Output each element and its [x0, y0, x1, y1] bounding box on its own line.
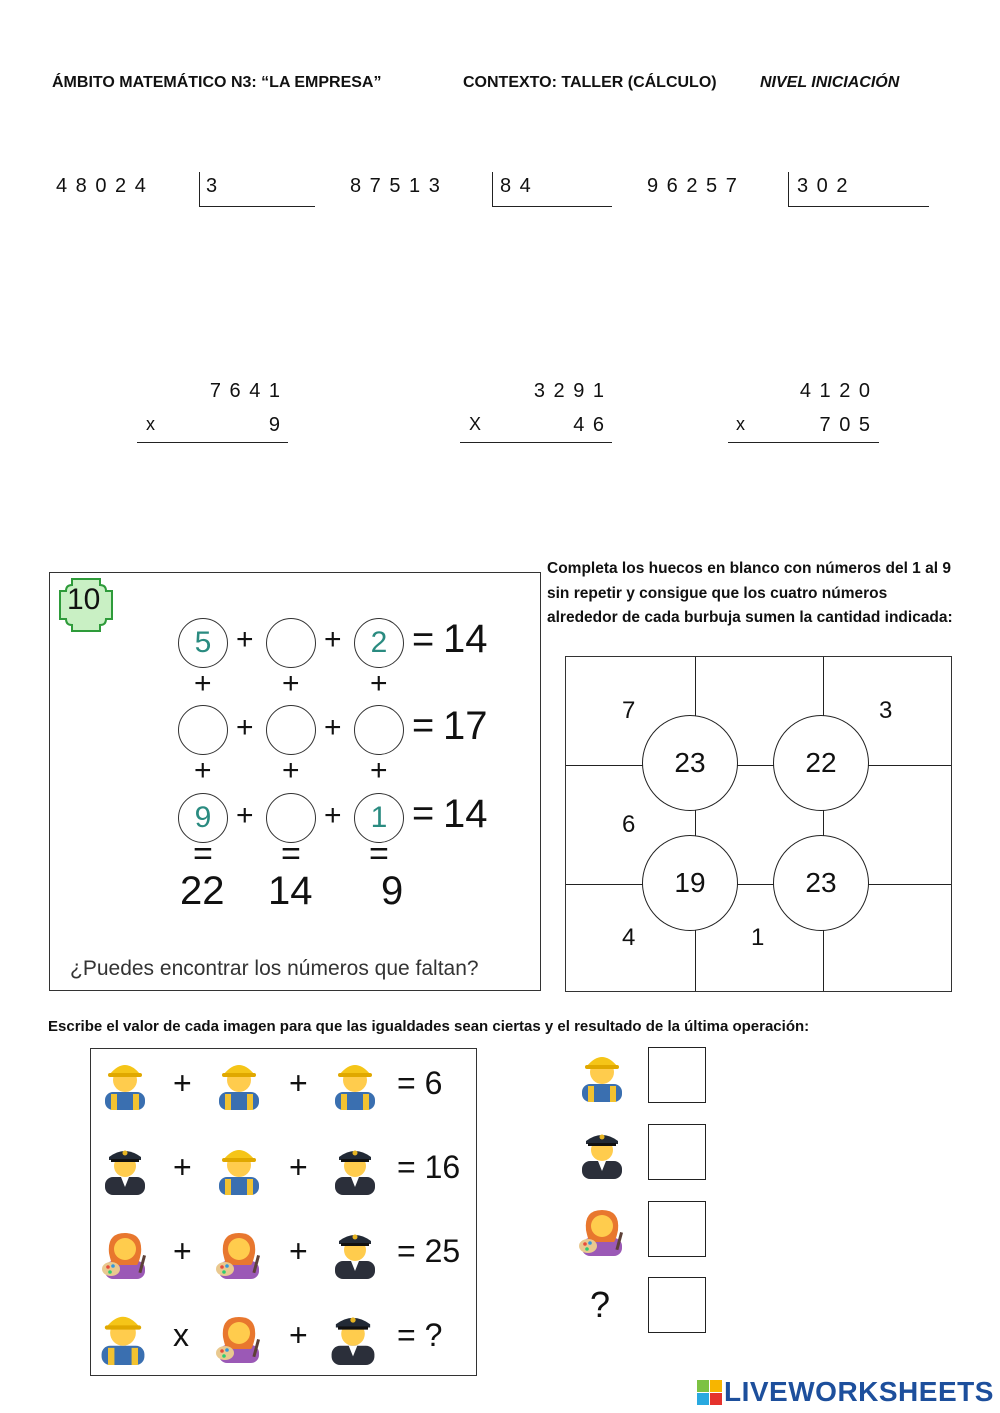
artist-icon [211, 1307, 267, 1363]
equals-sign: = [281, 835, 301, 873]
division-bar [199, 172, 200, 206]
plus-sign: + [324, 623, 342, 656]
worker-icon [327, 1054, 383, 1110]
pilot-icon [574, 1123, 630, 1179]
liveworksheets-logo-icon [697, 1380, 723, 1406]
equals-sign: = [193, 835, 213, 873]
given-number: 3 [879, 697, 893, 724]
plus-sign: + [289, 1233, 308, 1269]
grid-line [695, 657, 696, 991]
plus-sign: + [173, 1065, 192, 1101]
result-line [460, 442, 612, 443]
equals-sign: = [369, 835, 389, 873]
grid-cell[interactable] [266, 705, 316, 755]
divisor-line [199, 206, 315, 207]
plus-sign: + [236, 623, 254, 656]
pilot-icon [327, 1223, 383, 1279]
given-number: 7 [622, 697, 636, 724]
plus-sign: + [194, 667, 212, 700]
multiplier: 7 0 5 [819, 414, 870, 436]
times-sign: x [173, 1317, 189, 1353]
result-line [137, 442, 288, 443]
emoji-instruction: Escribe el valor de cada imagen para que las igualdades sean ciertas y el resultado de la última operación: [48, 1018, 810, 1035]
column-result: 22 [180, 869, 225, 913]
brand-name: LIVEWORKSHEETS [724, 1376, 994, 1407]
row-result: 17 [443, 704, 488, 748]
grid-cell[interactable] [354, 705, 404, 755]
plus-sign: + [282, 667, 300, 700]
plus-sign: + [324, 711, 342, 744]
multiplicand: 7 6 4 1 [209, 380, 280, 402]
given-number: 6 [622, 811, 636, 838]
plus-sign: + [370, 667, 388, 700]
row-result: = 6 [397, 1065, 443, 1101]
nivel-title: NIVEL INICIACIÓN [760, 74, 900, 91]
answer-box-artist[interactable] [648, 1201, 706, 1257]
bubble-sum: 22 [773, 715, 869, 811]
dividend: 4 8 0 2 4 [56, 175, 146, 197]
divisor: 8 4 [500, 175, 531, 197]
row-result: 14 [443, 617, 488, 661]
emoji-equations-panel [90, 1048, 477, 1376]
row-result: = 16 [397, 1149, 461, 1185]
plus-sign: + [289, 1149, 308, 1185]
plus-sign: + [194, 754, 212, 787]
worker-icon [574, 1046, 630, 1102]
worker-icon [97, 1054, 153, 1110]
grid-puzzle-panel [49, 572, 541, 991]
plus-sign: + [289, 1065, 308, 1101]
divisor: 3 [206, 175, 218, 197]
bubble-sum: 23 [642, 715, 738, 811]
grid-line [823, 657, 824, 991]
grid-cell[interactable] [178, 705, 228, 755]
row-result: = 25 [397, 1233, 461, 1269]
contexto-title: CONTEXTO: TALLER (CÁLCULO) [463, 74, 717, 91]
dividend: 8 7 5 1 3 [350, 175, 440, 197]
divisor-line [788, 206, 929, 207]
answer-box-result[interactable] [648, 1277, 706, 1333]
grid-cell[interactable]: 9 [178, 793, 228, 843]
badge-number: 10 [67, 583, 101, 616]
bubble-sum: 23 [773, 835, 869, 931]
worker-icon [211, 1139, 267, 1195]
bubble-sum: 19 [642, 835, 738, 931]
equals-sign: = [412, 705, 435, 747]
plus-sign: + [173, 1149, 192, 1185]
pilot-icon [327, 1139, 383, 1195]
plus-sign: + [282, 754, 300, 787]
multiplier: 9 [268, 414, 280, 436]
plus-sign: + [289, 1317, 308, 1353]
given-number: 4 [622, 924, 636, 951]
plus-sign: + [173, 1233, 192, 1269]
worker-icon [93, 1305, 153, 1365]
multiplicand: 3 2 9 1 [533, 380, 604, 402]
grid-question: ¿Puedes encontrar los números que faltan? [70, 957, 479, 980]
worker-icon [211, 1054, 267, 1110]
dividend: 9 6 2 5 7 [647, 175, 737, 197]
times-sign: x [146, 414, 155, 434]
pilot-icon [323, 1305, 383, 1365]
result-line [728, 442, 879, 443]
division-bar [788, 172, 789, 206]
plus-sign: + [370, 754, 388, 787]
bubble-grid [565, 656, 952, 992]
artist-icon [211, 1223, 267, 1279]
divisor: 3 0 2 [797, 175, 848, 197]
grid-cell[interactable]: 2 [354, 618, 404, 668]
pilot-icon [97, 1139, 153, 1195]
artist-icon [574, 1200, 630, 1256]
plus-sign: + [324, 799, 342, 832]
plus-sign: + [236, 711, 254, 744]
artist-icon [97, 1223, 153, 1279]
divisor-line [492, 206, 612, 207]
column-result: 14 [268, 869, 313, 913]
row-result: = ? [397, 1317, 443, 1353]
times-sign: x [736, 414, 745, 434]
given-number: 1 [751, 924, 765, 951]
division-bar [492, 172, 493, 206]
grid-cell[interactable] [266, 618, 316, 668]
answer-box-pilot[interactable] [648, 1124, 706, 1180]
grid-cell[interactable]: 1 [354, 793, 404, 843]
column-result: 9 [381, 869, 404, 913]
equals-sign: = [412, 793, 435, 835]
answer-box-worker[interactable] [648, 1047, 706, 1103]
multiplier: 4 6 [573, 414, 604, 436]
plus-sign: + [236, 799, 254, 832]
ambito-title: ÁMBITO MATEMÁTICO N3: “LA EMPRESA” [52, 74, 382, 91]
grid-cell[interactable]: 5 [178, 618, 228, 668]
question-mark: ? [590, 1284, 611, 1325]
row-result: 14 [443, 792, 488, 836]
grid-line [566, 884, 951, 885]
multiplicand: 4 1 2 0 [799, 380, 870, 402]
bubble-instruction: Completa los huecos en blanco con números del 1 al 9 sin repetir y consigue que los cuatro números alrededor de cada burbuja sumen la cantidad indicada: [547, 560, 953, 626]
equals-sign: = [412, 619, 435, 661]
times-sign: X [469, 414, 482, 434]
grid-line [566, 765, 951, 766]
